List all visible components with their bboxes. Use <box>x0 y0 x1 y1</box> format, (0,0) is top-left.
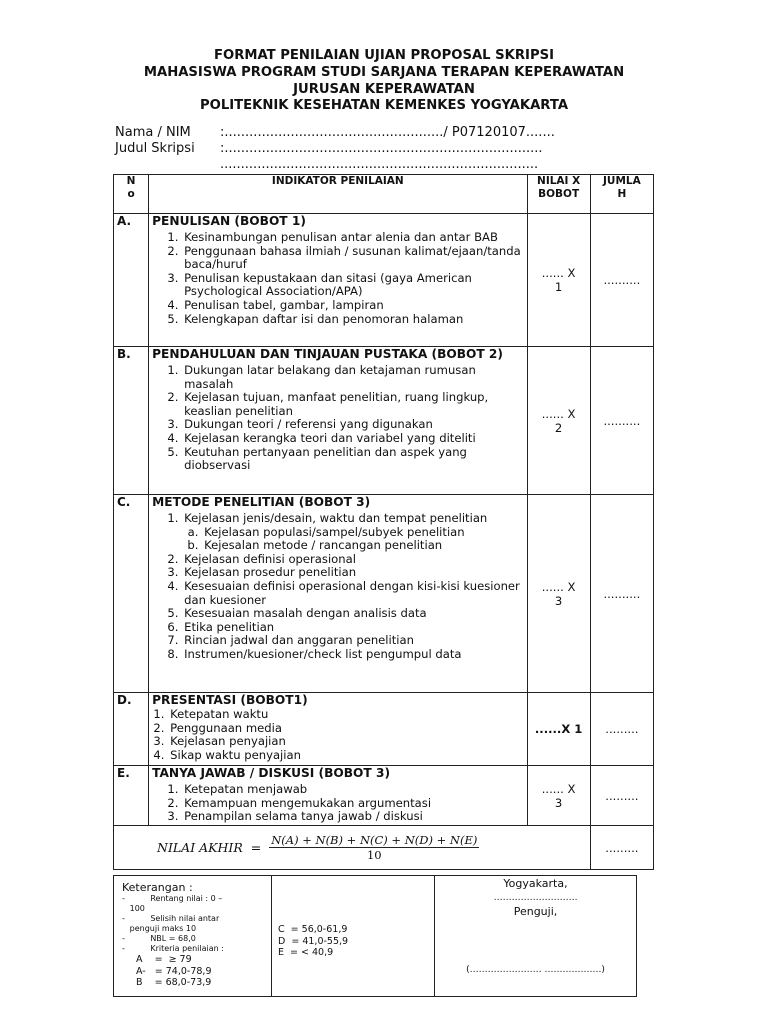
list-item: 3. Dukungan teori / referensi yang digunakan <box>182 418 523 432</box>
keterangan-line: - Selisih nilai antar <box>122 914 220 923</box>
final-label: NILAI AKHIR <box>157 839 243 855</box>
list-item: 2. Penggunaan media <box>168 722 523 736</box>
keterangan-title: Keterangan : <box>122 881 193 894</box>
jumlah-cell: .......... <box>590 347 653 495</box>
table-row <box>114 693 654 766</box>
final-score-row <box>114 826 654 870</box>
list-item: 4. Kesesuaian definisi operasional dengan kisi-kisi kuesioner dan kuesioner <box>182 580 523 607</box>
table-row <box>114 214 654 347</box>
doc-title-line3: JURUSAN KEPERAWATAN <box>293 82 475 97</box>
list-item: 3. Penulisan kepustakaan dan sitasi (gaya American Psychological Association/APA) <box>182 272 523 299</box>
footer-box <box>113 875 637 997</box>
section-letter: A. <box>114 214 149 347</box>
section-letter: C. <box>114 495 149 693</box>
criteria-list <box>152 512 523 662</box>
doc-title-line1: FORMAT PENILAIAN UJIAN PROPOSAL SKRIPSI <box>213 48 555 63</box>
list-item: 7. Rincian jadwal dan anggaran penelitian <box>182 634 523 648</box>
list-item: 5. Kelengkapan daftar isi dan penomoran halaman <box>182 313 523 327</box>
list-item: 1. Dukungan latar belakang dan ketajaman rumusan masalah <box>182 364 523 391</box>
list-item: 2. Kemampuan mengemukakan argumentasi <box>182 797 523 811</box>
list-item: 2. Kejelasan definisi operasional <box>182 553 523 567</box>
jumlah-cell: ......... <box>590 693 653 766</box>
grade-line: A- = 74,0-78,9 <box>136 965 212 977</box>
name-label: Nama / NIM <box>115 125 191 140</box>
section-cell <box>149 347 527 495</box>
jumlah-cell: .......... <box>590 495 653 693</box>
final-formula-cell <box>114 826 591 870</box>
nilai-bobot-cell: ...... X 2 <box>527 347 590 495</box>
section-title: METODE PENELITIAN (BOBOT 3) <box>152 495 371 509</box>
section-cell <box>149 693 527 766</box>
header-indikator: INDIKATOR PENILAIAN <box>149 175 527 214</box>
list-item: 3. Kejelasan prosedur penelitian <box>182 566 523 580</box>
list-item: 4. Penulisan tabel, gambar, lampiran <box>182 299 523 313</box>
sub-criteria-list <box>184 526 523 553</box>
criteria-list <box>152 708 523 762</box>
grade-line: A = ≥ 79 <box>136 954 192 965</box>
fraction <box>269 833 479 862</box>
jumlah-cell: ......... <box>590 766 653 826</box>
grade-line: B = 68,0-73,9 <box>136 977 212 988</box>
name-field: :...................................................../ P07120107....... <box>220 125 555 140</box>
nilai-bobot-cell: ...... X 3 <box>527 766 590 826</box>
criteria-list <box>152 783 523 824</box>
keterangan-line: penguji maks 10 <box>122 924 197 933</box>
grade-line: E = < 40,9 <box>278 947 334 958</box>
section-cell <box>149 766 527 826</box>
formula-numerator: N(A) + N(B) + N(C) + N(D) + N(E) <box>271 833 478 847</box>
section-letter: B. <box>114 347 149 495</box>
table-row <box>114 495 654 693</box>
list-item: 2. Kejelasan tujuan, manfaat penelitian, ruang lingkup, keaslian penelitian <box>182 391 523 418</box>
list-item: 5. Kesesuaian masalah dengan analisis data <box>182 607 523 621</box>
section-cell <box>149 495 527 693</box>
list-item: 5. Keutuhan pertanyaan penelitian dan aspek yang diobservasi <box>182 446 523 473</box>
table-header-row <box>114 175 654 214</box>
section-title: TANYA JAWAB / DISKUSI (BOBOT 3) <box>152 766 391 780</box>
list-item: 2. Penggunaan bahasa ilmiah / susunan kalimat/ejaan/tanda baca/huruf <box>182 245 523 272</box>
signature-date-line: ………………………. <box>493 893 578 903</box>
table-row <box>114 347 654 495</box>
list-item: 4. Kejelasan kerangka teori dan variabel yang diteliti <box>182 432 523 446</box>
nilai-bobot-cell: ......X 1 <box>527 693 590 766</box>
equals-sign: = <box>250 839 262 855</box>
header-no: N o <box>114 175 149 214</box>
grade-line: C = 56,0-61,9 <box>278 924 348 935</box>
signature-name-line: (…………………… ……………….) <box>466 965 605 975</box>
title-label: Judul Skripsi <box>115 141 195 156</box>
table-row <box>114 766 654 826</box>
nilai-bobot-cell: ...... X 3 <box>527 495 590 693</box>
list-item: 6. Etika penelitian <box>182 621 523 635</box>
sub-list-item: b. Kejesalan metode / rancangan penelitian <box>202 539 523 553</box>
keterangan-line: - Kriteria penilaian : <box>122 944 224 953</box>
grade-line: D = 41,0-55,9 <box>278 935 349 947</box>
keterangan-line: - NBL = 68,0 <box>122 934 196 943</box>
criteria-list <box>152 231 523 326</box>
sub-list-item: a. Kejelasan populasi/sampel/subyek penelitian <box>202 526 523 540</box>
list-item: 1. Kesinambungan penulisan antar alenia dan antar BAB <box>182 231 523 245</box>
section-letter: E. <box>114 766 149 826</box>
doc-title-line2: MAHASISWA PROGRAM STUDI SARJANA TERAPAN KEPERAWATAN <box>143 65 625 80</box>
list-item: 8. Instrumen/kuesioner/check list pengumpul data <box>182 648 523 662</box>
list-item: 3. Penampilan selama tanya jawab / diskusi <box>182 810 523 824</box>
jumlah-cell: .......... <box>590 214 653 347</box>
section-cell <box>149 214 527 347</box>
section-letter: D. <box>114 693 149 766</box>
list-item: 4. Sikap waktu penyajian <box>168 749 523 763</box>
final-formula <box>117 828 587 868</box>
keterangan-line: - Rentang nilai : 0 – <box>122 894 223 903</box>
doc-title-line4: POLITEKNIK KESEHATAN KEMENKES YOGYAKARTA <box>199 98 569 113</box>
list-item: 1. Ketepatan waktu <box>168 708 523 722</box>
final-jumlah-cell: ......... <box>590 826 653 870</box>
keterangan-panel <box>114 876 272 996</box>
nilai-bobot-cell: ...... X 1 <box>527 214 590 347</box>
section-title: PENULISAN (BOBOT 1) <box>152 214 306 228</box>
header-jumlah: JUMLA H <box>590 175 653 214</box>
header-nilai: NILAI X BOBOT <box>527 175 590 214</box>
signature-place: Yogyakarta, <box>503 877 568 890</box>
signature-panel <box>434 876 636 996</box>
title-field: :............................................................................. <box>220 141 543 156</box>
title-field-line2: ............................................................................. <box>220 157 539 172</box>
grades-panel <box>272 876 434 996</box>
list-item <box>182 512 523 553</box>
list-item: 3. Kejelasan penyajian <box>168 735 523 749</box>
signature-role: Penguji, <box>513 905 558 918</box>
assessment-table <box>113 174 654 870</box>
list-item: 1. Ketepatan menjawab <box>182 783 523 797</box>
criteria-list <box>152 364 523 473</box>
section-title: PRESENTASI (BOBOT1) <box>152 693 308 707</box>
section-title: PENDAHULUAN DAN TINJAUAN PUSTAKA (BOBOT 2) <box>152 347 503 361</box>
keterangan-line: 100 <box>122 904 145 913</box>
formula-denominator: 10 <box>366 848 382 862</box>
list-item-text: Kejelasan jenis/desain, waktu dan tempat penelitian <box>184 511 488 525</box>
